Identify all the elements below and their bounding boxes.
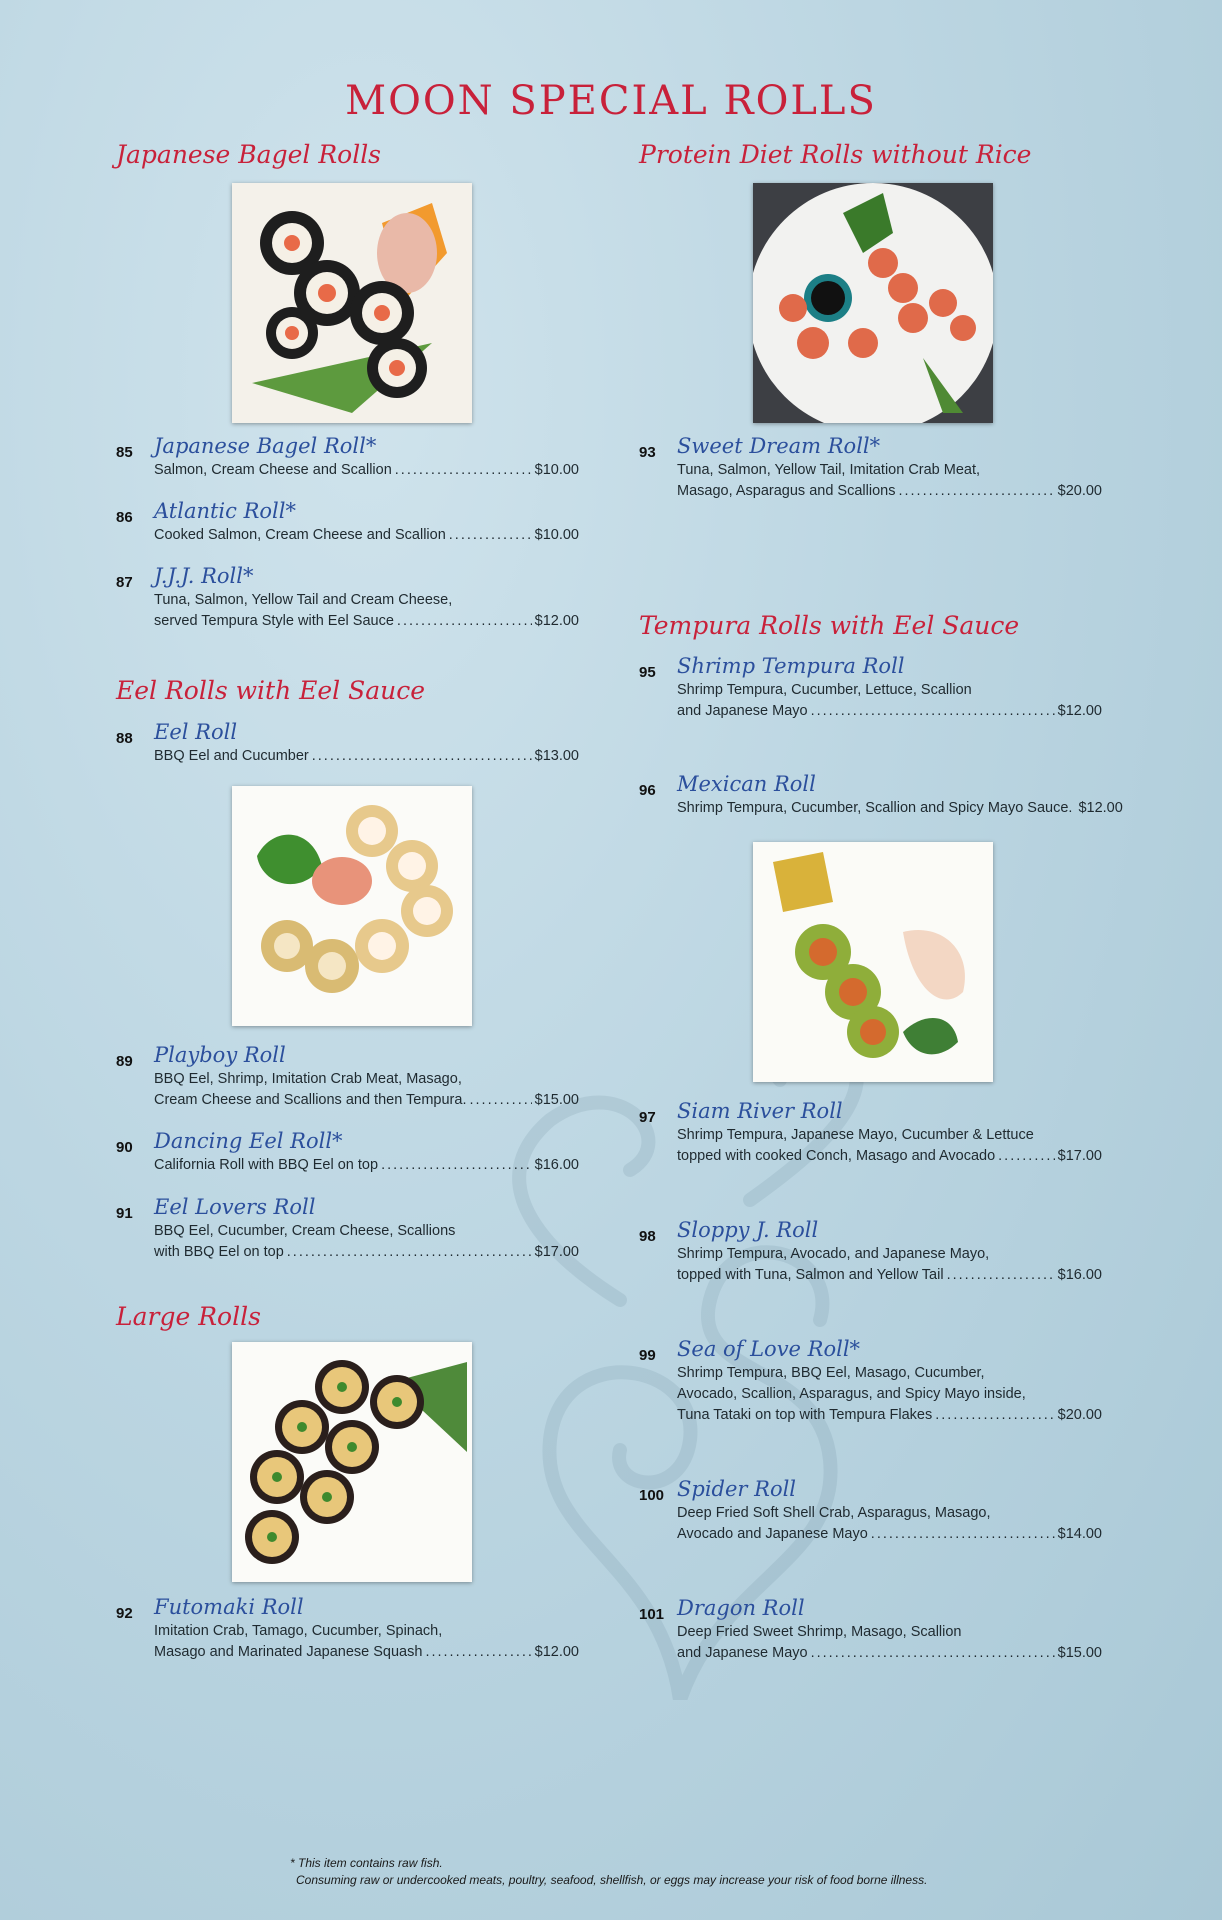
item-name: Spider Roll (677, 1477, 797, 1501)
item-number: 89 (116, 1053, 133, 1070)
description-text: Avocado and Japanese Mayo (677, 1526, 868, 1542)
description-line (154, 1155, 579, 1176)
description-line (677, 1146, 1102, 1167)
description-line (154, 590, 579, 611)
footnote-line-1: * This item contains raw fish. (290, 1856, 443, 1870)
description-text: Shrimp Tempura, Cucumber, Lettuce, Scallion (677, 682, 972, 698)
item-name: Mexican Roll (677, 772, 816, 796)
description-text: topped with Tuna, Salmon and Yellow Tail (677, 1267, 944, 1283)
description-text: Shrimp Tempura, Japanese Mayo, Cucumber & Lettuce (677, 1127, 1034, 1143)
item-number: 90 (116, 1139, 133, 1156)
description-text: topped with cooked Conch, Masago and Avocado (677, 1148, 996, 1164)
description-line (154, 525, 579, 546)
raw-fish-footnote (290, 1855, 927, 1889)
item-name: Sea of Love Roll* (677, 1337, 861, 1361)
description-text: Masago, Asparagus and Scallions (677, 483, 896, 499)
leader-dots (469, 1090, 531, 1111)
item-name: Shrimp Tempura Roll (677, 654, 905, 678)
description-text: Salmon, Cream Cheese and Scallion (154, 462, 392, 478)
description-text: Deep Fried Sweet Shrimp, Masago, Scallion (677, 1624, 962, 1640)
item-description (154, 1221, 579, 1263)
description-line (677, 1125, 1102, 1146)
item-description (677, 1125, 1102, 1167)
item-description (154, 590, 579, 632)
description-line (677, 798, 1123, 819)
description-text: Tuna Tataki on top with Tempura Flakes (677, 1407, 933, 1423)
item-number: 96 (639, 782, 656, 799)
item-price: $17.00 (534, 1244, 579, 1260)
futomaki-roll-photo (232, 1342, 472, 1582)
item-description (154, 460, 579, 481)
description-text: and Japanese Mayo (677, 1645, 808, 1661)
leader-dots (947, 1265, 1055, 1286)
item-description (154, 1621, 579, 1663)
item-number: 91 (116, 1205, 133, 1222)
section-title-tempura: Tempura Rolls with Eel Sauce (639, 611, 1020, 640)
item-name: Sweet Dream Roll* (677, 434, 881, 458)
description-text: BBQ Eel, Cucumber, Cream Cheese, Scallions (154, 1223, 456, 1239)
description-line (154, 746, 579, 767)
item-price: $16.00 (1057, 1267, 1102, 1283)
leader-dots (312, 746, 532, 767)
description-text: served Tempura Style with Eel Sauce (154, 613, 394, 629)
item-description (677, 1622, 1102, 1664)
description-line (677, 460, 1102, 481)
item-price: $13.00 (534, 748, 579, 764)
item-description (677, 680, 1102, 722)
item-number: 97 (639, 1109, 656, 1126)
item-price: $20.00 (1057, 483, 1102, 499)
item-number: 85 (116, 444, 133, 461)
description-text: Deep Fried Soft Shell Crab, Asparagus, Masago, (677, 1505, 991, 1521)
description-line (154, 611, 579, 632)
item-description (677, 798, 1123, 819)
description-text: Shrimp Tempura, Avocado, and Japanese Mayo, (677, 1246, 990, 1262)
page-title: MOON SPECIAL ROLLS (345, 78, 877, 124)
item-number: 99 (639, 1347, 656, 1364)
item-name: Playboy Roll (154, 1043, 286, 1067)
description-line (154, 1642, 579, 1663)
item-description (154, 525, 579, 546)
leader-dots (998, 1146, 1054, 1167)
item-name: Eel Roll (154, 720, 238, 744)
item-name: Siam River Roll (677, 1099, 843, 1123)
item-price: $17.00 (1057, 1148, 1102, 1164)
description-text: Shrimp Tempura, BBQ Eel, Masago, Cucumber, (677, 1365, 985, 1381)
description-line (154, 1221, 579, 1242)
description-line (677, 1265, 1102, 1286)
item-number: 98 (639, 1228, 656, 1245)
item-price: $12.00 (1057, 703, 1102, 719)
footnote-line-2: Consuming raw or undercooked meats, poultry, seafood, shellfish, or eggs may increase your risk of food borne illness. (296, 1873, 928, 1887)
item-description (677, 1244, 1102, 1286)
description-text: Tuna, Salmon, Yellow Tail, Imitation Crab Meat, (677, 462, 981, 478)
description-text: Imitation Crab, Tamago, Cucumber, Spinach, (154, 1623, 443, 1639)
eel-roll-photo (232, 786, 472, 1026)
tempura-roll-photo (753, 842, 993, 1082)
item-number: 88 (116, 730, 133, 747)
item-number: 86 (116, 509, 133, 526)
description-text: BBQ Eel, Shrimp, Imitation Crab Meat, Masago, (154, 1071, 462, 1087)
item-name: J.J.J. Roll* (154, 564, 254, 588)
description-line (677, 701, 1102, 722)
description-line (677, 680, 1102, 701)
description-text: Cooked Salmon, Cream Cheese and Scallion (154, 527, 446, 543)
item-description (677, 460, 1102, 502)
item-name: Eel Lovers Roll (154, 1195, 316, 1219)
description-line (677, 1384, 1102, 1405)
section-title-protein: Protein Diet Rolls without Rice (639, 140, 1032, 169)
item-price: $20.00 (1057, 1407, 1102, 1423)
item-description (677, 1503, 1102, 1545)
description-line (677, 1244, 1102, 1265)
item-number: 95 (639, 664, 656, 681)
item-price: $15.00 (1057, 1645, 1102, 1661)
description-line (677, 1643, 1102, 1664)
item-name: Atlantic Roll* (154, 499, 296, 523)
description-line (677, 481, 1102, 502)
leader-dots (898, 481, 1054, 502)
description-line (154, 1069, 579, 1090)
item-description (154, 746, 579, 767)
item-price: $10.00 (534, 527, 579, 543)
item-price: $12.00 (534, 613, 579, 629)
item-name: Dancing Eel Roll* (154, 1129, 343, 1153)
description-text: Cream Cheese and Scallions and then Tempura. (154, 1092, 467, 1108)
description-text: Shrimp Tempura, Cucumber, Scallion and Spicy Mayo Sauce. (677, 800, 1073, 816)
item-number: 93 (639, 444, 656, 461)
item-name: Dragon Roll (677, 1596, 805, 1620)
item-price: $14.00 (1057, 1526, 1102, 1542)
protein-diet-roll-photo (753, 183, 993, 423)
description-line (677, 1524, 1102, 1545)
description-line (154, 1621, 579, 1642)
leader-dots (935, 1405, 1054, 1426)
item-number: 100 (639, 1487, 665, 1504)
description-line (154, 1242, 579, 1263)
item-description (677, 1363, 1102, 1426)
item-name: Futomaki Roll (154, 1595, 304, 1619)
leader-dots (425, 1642, 531, 1663)
description-text: Avocado, Scallion, Asparagus, and Spicy Mayo inside, (677, 1386, 1026, 1402)
description-text: Tuna, Salmon, Yellow Tail and Cream Cheese, (154, 592, 453, 608)
description-line (677, 1405, 1102, 1426)
description-text: Masago and Marinated Japanese Squash (154, 1644, 423, 1660)
description-line (677, 1503, 1102, 1524)
description-text: with BBQ Eel on top (154, 1244, 284, 1260)
description-text: California Roll with BBQ Eel on top (154, 1157, 379, 1173)
description-line (154, 1090, 579, 1111)
item-description (154, 1155, 579, 1176)
item-number: 101 (639, 1606, 665, 1623)
leader-dots (381, 1155, 532, 1176)
item-name: Japanese Bagel Roll* (154, 434, 377, 458)
description-text: BBQ Eel and Cucumber (154, 748, 309, 764)
item-number: 92 (116, 1605, 133, 1622)
leader-dots (811, 1643, 1055, 1664)
description-text: and Japanese Mayo (677, 703, 808, 719)
bagel-roll-photo (232, 183, 472, 423)
item-name: Sloppy J. Roll (677, 1218, 819, 1242)
section-title-bagel: Japanese Bagel Rolls (116, 140, 382, 169)
leader-dots (397, 611, 532, 632)
item-price: $10.00 (534, 462, 579, 478)
leader-dots (871, 1524, 1055, 1545)
description-line (677, 1622, 1102, 1643)
section-title-eel: Eel Rolls with Eel Sauce (116, 676, 426, 705)
item-number: 87 (116, 574, 133, 591)
section-title-large: Large Rolls (116, 1302, 261, 1331)
leader-dots (287, 1242, 532, 1263)
leader-dots (395, 460, 532, 481)
leader-dots (449, 525, 532, 546)
description-line (154, 460, 579, 481)
description-line (677, 1363, 1102, 1384)
item-price: $15.00 (534, 1092, 579, 1108)
item-price: $16.00 (534, 1157, 579, 1173)
leader-dots (811, 701, 1055, 722)
item-description (154, 1069, 579, 1111)
item-price: $12.00 (534, 1644, 579, 1660)
item-price: $12.00 (1078, 800, 1123, 816)
